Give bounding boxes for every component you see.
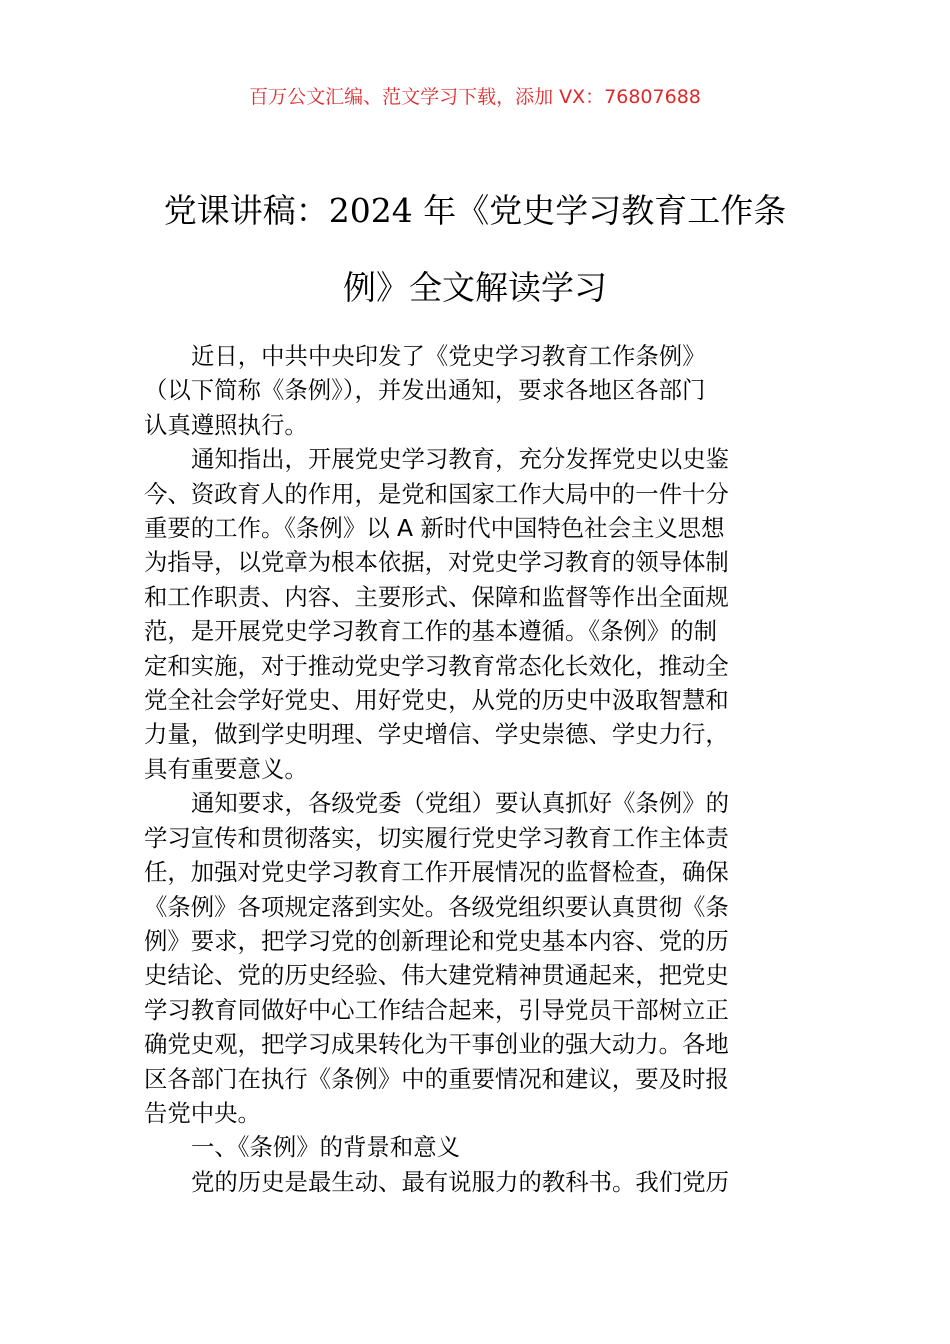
document-body — [144, 339, 808, 1199]
text-line: 和工作职责、内容、主要形式、保障和监督等作出全面规 — [144, 582, 729, 611]
text-line: 党的历史是最生动、最有说服力的教科书。我们党历 — [191, 1167, 729, 1196]
title-line-2: 例》全文解读学习 — [343, 268, 607, 307]
text-line: 重要的工作。《条例》以 A 新时代中国特色社会主义思想 — [144, 514, 725, 543]
text-line: （以下简称《条例》），并发出通知，要求各地区各部门 — [144, 376, 706, 405]
text-line: 近日，中共中央印发了《党史学习教育工作条例》 — [191, 342, 706, 370]
section-heading-1 — [144, 1130, 808, 1164]
paragraph-2 — [144, 442, 808, 786]
text-line: 任，加强对党史学习教育工作开展情况的监督检查，确保 — [144, 858, 729, 887]
section-heading-text: 一、《条例》的背景和意义 — [191, 1133, 460, 1162]
text-line: 通知指出，开展党史学习教育，充分发挥党史以史鉴 — [191, 445, 729, 474]
text-line: 通知要求，各级党委（党组）要认真抓好《条例》的 — [191, 789, 729, 818]
text-line: 党全社会学好党史、用好党史，从党的历史中汲取智慧和 — [144, 686, 729, 715]
text-line: 例》要求，把学习党的创新理论和党史基本内容、党的历 — [144, 926, 729, 955]
text-line: 具有重要意义。 — [144, 754, 308, 783]
text-line: 为指导，以党章为根本依据，对党史学习教育的领导体制 — [144, 548, 729, 577]
text-line: 史结论、党的历史经验、伟大建党精神贯通起来，把党史 — [144, 961, 729, 990]
text-line: 确党史观，把学习成果转化为干事创业的强大动力。各地 — [144, 1030, 729, 1059]
text-line: 《条例》各项规定落到实处。各级党组织要认真贯彻《条 — [144, 892, 729, 921]
document-title — [130, 172, 820, 326]
paragraph-3 — [144, 786, 808, 1130]
paragraph-1 — [144, 339, 808, 442]
text-line: 定和实施，对于推动党史学习教育常态化长效化，推动全 — [144, 651, 729, 680]
text-line: 范，是开展党史学习教育工作的基本遵循。《条例》的制 — [144, 617, 718, 646]
text-line: 学习教育同做好中心工作结合起来，引导党员干部树立正 — [144, 995, 729, 1024]
text-line: 力量，做到学史明理、学史增信、学史崇德、学史力行， — [144, 720, 729, 749]
text-line: 认真遵照执行。 — [144, 410, 308, 439]
text-line: 学习宣传和贯彻落实，切实履行党史学习教育工作主体责 — [144, 823, 729, 852]
title-line-1: 党课讲稿：2024 年《党史学习教育工作条 — [163, 191, 787, 230]
paragraph-4 — [144, 1165, 808, 1199]
text-line: 区各部门在执行《条例》中的重要情况和建议，要及时报 — [144, 1064, 729, 1093]
header-watermark-note: 百万公文汇编、范文学习下载，添加 VX：76807688 — [249, 86, 701, 108]
text-line: 今、资政育人的作用，是党和国家工作大局中的一件十分 — [144, 479, 729, 508]
text-line: 告党中央。 — [144, 1098, 261, 1127]
